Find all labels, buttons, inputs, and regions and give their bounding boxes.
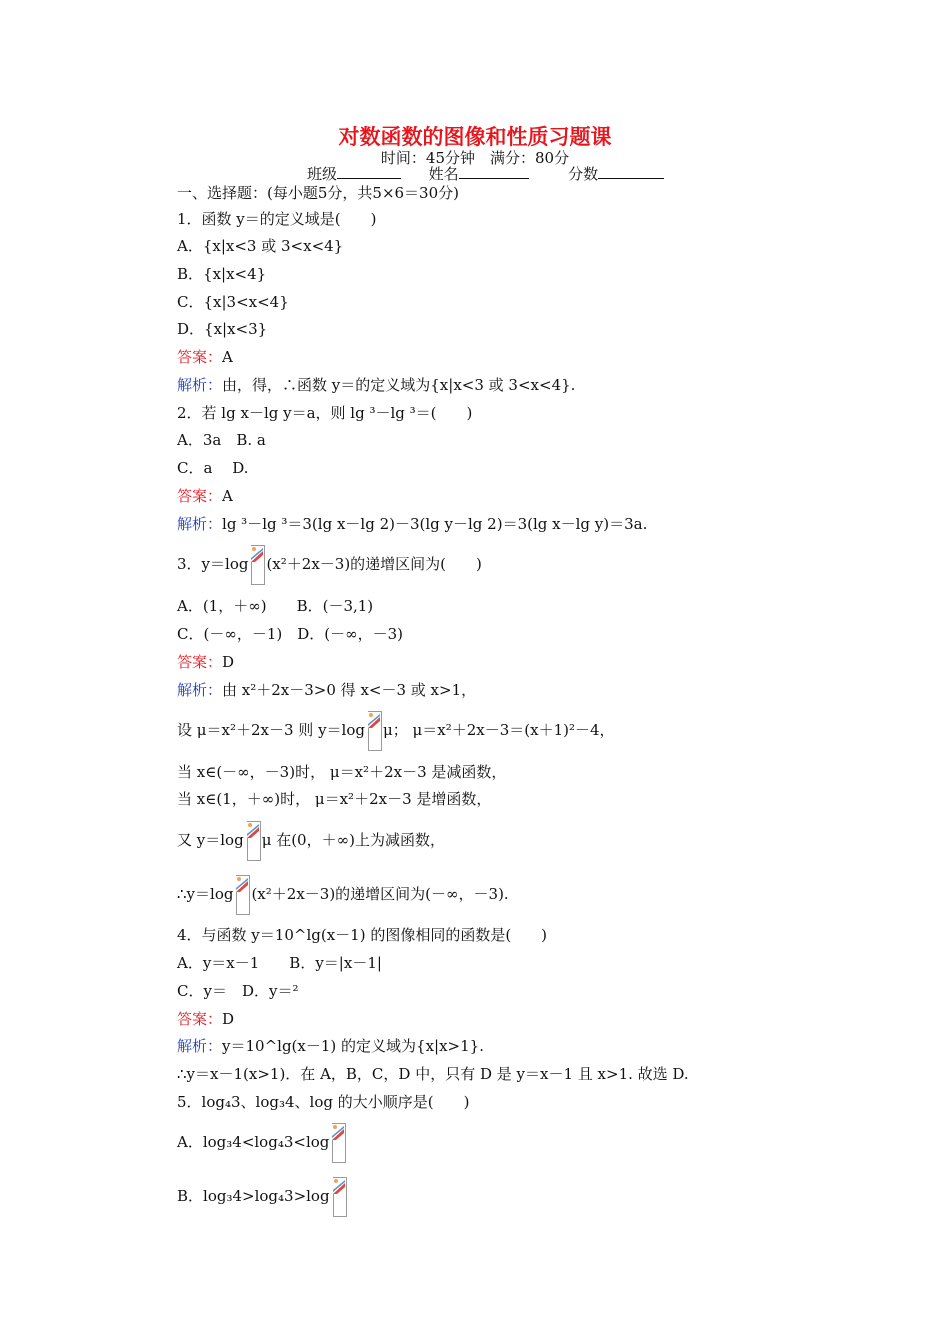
option-text: B．log₃4>log₄3>log: [177, 1187, 330, 1205]
student-info-line: [307, 165, 664, 183]
q3-analysis-6: [177, 874, 509, 914]
broken-image-icon: [332, 1177, 346, 1217]
q3-analysis-5: [177, 820, 445, 860]
broken-image-icon: [250, 545, 264, 585]
score-blank[interactable]: [598, 165, 664, 179]
analysis-text: 由 x²＋2x－3>0 得 x<－3 或 x>1，: [222, 681, 477, 699]
q3-analysis-1: [177, 680, 476, 700]
broken-image-icon: [246, 821, 260, 861]
q2-analysis: [177, 514, 647, 534]
section-heading: 一、选择题：(每小题5分，共5×6＝30分): [177, 184, 459, 202]
analysis-text: (x²＋2x－3)的递增区间为(－∞，－3).: [251, 885, 509, 903]
analysis-text: 又 y＝log: [177, 831, 244, 849]
option-text: A．log₃4<log₄3<log: [177, 1133, 330, 1151]
document-title: 对数函数的图像和性质习题课: [338, 125, 612, 149]
analysis-label: 解析：: [177, 515, 223, 533]
q5-stem: 5．log₄3、log₃4、log 的大小顺序是( ): [177, 1093, 470, 1111]
name-blank[interactable]: [459, 165, 529, 179]
q4-stem: 4．与函数 y＝10^lg(x－1) 的图像相同的函数是( ): [177, 926, 548, 944]
q4-answer: [177, 1009, 234, 1029]
q4-analysis-1: [177, 1036, 484, 1056]
q3-answer: [177, 652, 234, 672]
analysis-text: ∴y＝log: [177, 885, 234, 903]
time-score-line: 时间：45分钟 满分：80分: [380, 149, 570, 167]
analysis-text: lg ³－lg ³＝3(lg x－lg 2)－3(lg y－lg 2)＝3(lg x－lg y)＝3a.: [222, 515, 648, 533]
q2-stem: 2．若 lg x－lg y＝a，则 lg ³－lg ³＝( ): [177, 404, 473, 422]
answer-label: 答案：: [177, 348, 223, 366]
q4-options-cd: C．y＝ D．y＝²: [177, 982, 299, 1000]
answer-label: 答案：: [177, 1010, 223, 1028]
q2-answer: [177, 486, 233, 506]
broken-image-icon: [367, 711, 381, 751]
analysis-label: 解析：: [177, 1037, 223, 1055]
name-label: 姓名: [428, 165, 459, 183]
q3-stem: [177, 544, 482, 584]
q5-option-b: [177, 1176, 348, 1216]
broken-image-icon: [331, 1123, 345, 1163]
q5-option-a: [177, 1122, 347, 1162]
q2-options-cd: C．a D.: [177, 459, 249, 477]
q4-options-ab: A．y＝x－1 B．y＝|x－1|: [177, 954, 382, 972]
q2-options-ab: A．3a B. a: [177, 431, 266, 449]
answer-value: A: [222, 348, 233, 366]
q3-analysis-3: 当 x∈(－∞，－3)时， μ＝x²＋2x－3 是减函数，: [177, 763, 507, 781]
analysis-text: y＝10^lg(x－1) 的定义域为{x|x>1}.: [222, 1037, 484, 1055]
answer-value: D: [222, 653, 235, 671]
analysis-label: 解析：: [177, 681, 223, 699]
analysis-text: μ 在(0，＋∞)上为减函数，: [261, 831, 445, 849]
q1-option-c: C．{x|3<x<4}: [177, 293, 289, 311]
q1-option-d: D．{x|x<3}: [177, 320, 268, 338]
analysis-label: 解析：: [177, 376, 223, 394]
answer-label: 答案：: [177, 487, 223, 505]
q3-options-ab: A．(1，＋∞) B．(－3,1): [177, 597, 374, 615]
answer-value: D: [222, 1010, 235, 1028]
class-label: 班级: [307, 165, 338, 183]
broken-image-icon: [235, 875, 249, 915]
analysis-text: 设 μ＝x²＋2x－3 则 y＝log: [177, 721, 365, 739]
q1-answer: [177, 347, 233, 367]
class-blank[interactable]: [337, 165, 401, 179]
answer-label: 答案：: [177, 653, 223, 671]
score-label: 分数: [568, 165, 599, 183]
q3-stem-end: (x²＋2x－3)的递增区间为( ): [266, 555, 482, 573]
analysis-text: μ； μ＝x²＋2x－3＝(x＋1)²－4，: [382, 721, 615, 739]
q3-options-cd: C．(－∞，－1) D．(－∞，－3): [177, 625, 403, 643]
q3-analysis-2: [177, 710, 615, 750]
q1-option-b: B．{x|x<4}: [177, 265, 267, 283]
q1-option-a: A．{x|x<3 或 3<x<4}: [177, 237, 344, 255]
q1-stem: 1．函数 y＝的定义域是( ): [177, 210, 377, 228]
q1-analysis: [177, 375, 575, 395]
analysis-text: 由，得，∴函数 y＝的定义域为{x|x<3 或 3<x<4}.: [222, 376, 576, 394]
q3-stem-start: 3．y＝log: [177, 555, 249, 573]
q3-analysis-4: 当 x∈(1，＋∞)时， μ＝x²＋2x－3 是增函数，: [177, 790, 492, 808]
q4-analysis-2: ∴y＝x－1(x>1)．在 A，B，C，D 中，只有 D 是 y＝x－1 且 x>1. 故选 D.: [177, 1065, 689, 1083]
answer-value: A: [222, 487, 233, 505]
